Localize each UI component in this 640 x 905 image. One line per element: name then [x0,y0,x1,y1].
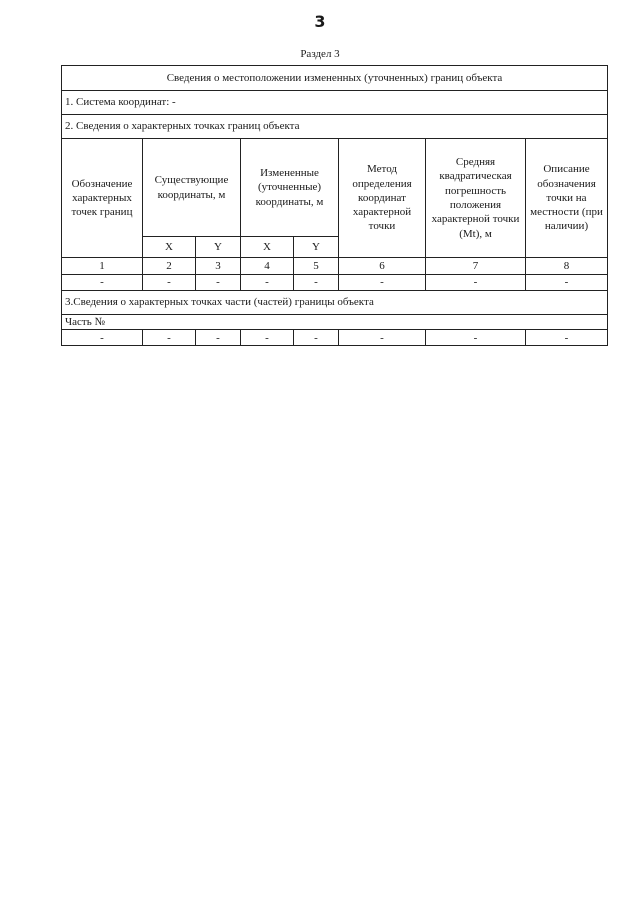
header-description: Описание обозначения точки на местности (при наличии) [526,139,608,258]
points-heading-row [62,115,608,139]
column-number: 8 [526,258,608,275]
table-cell: - [143,330,196,346]
column-number-row [62,258,608,275]
header-existing: Существующие координаты, м [143,139,241,237]
parts-heading: 3.Сведения о характерных точках части (частей) границы объекта [62,291,608,315]
table-cell: - [62,275,143,291]
table-cell: - [62,330,143,346]
section-title: Раздел 3 [300,48,340,60]
table-cell: - [241,275,294,291]
boundary-points-table [61,65,608,346]
points-heading: 2. Сведения о характерных точках границ объекта [62,115,608,139]
table-cell: - [526,275,608,291]
column-number: 1 [62,258,143,275]
header-row [62,139,608,237]
column-number: 2 [143,258,196,275]
header-method: Метод определения координат характерной точки [339,139,426,258]
table-cell: - [294,330,339,346]
header-changed: Измененные (уточненные) координаты, м [241,139,339,237]
table-cell: - [241,330,294,346]
table-cell: - [526,330,608,346]
column-number: 4 [241,258,294,275]
table-cell: - [426,330,526,346]
table-row [62,275,608,291]
header-error: Средняя квадратическая погрешность положения характерной точки (Mt), м [426,139,526,258]
parts-heading-row [62,291,608,315]
column-number: 5 [294,258,339,275]
table-cell: - [339,275,426,291]
column-number: 6 [339,258,426,275]
table-cell: - [196,330,241,346]
header-existing-y: Y [196,237,241,258]
column-number: 7 [426,258,526,275]
table-cell: - [294,275,339,291]
coord-system: 1. Система координат: - [62,91,608,115]
header-changed-y: Y [294,237,339,258]
table-cell: - [196,275,241,291]
table-cell: - [426,275,526,291]
table-title: Сведения о местоположении измененных (уточненных) границ объекта [62,66,608,91]
header-changed-x: X [241,237,294,258]
page-number: 3 [314,12,326,31]
header-designation: Обозначение характерных точек границ [62,139,143,258]
column-number: 3 [196,258,241,275]
table-cell: - [339,330,426,346]
part-label-row [62,315,608,330]
table-row [62,330,608,346]
coord-system-row [62,91,608,115]
header-existing-x: X [143,237,196,258]
part-label: Часть № [62,315,608,330]
table-title-row [62,66,608,91]
table-cell: - [143,275,196,291]
